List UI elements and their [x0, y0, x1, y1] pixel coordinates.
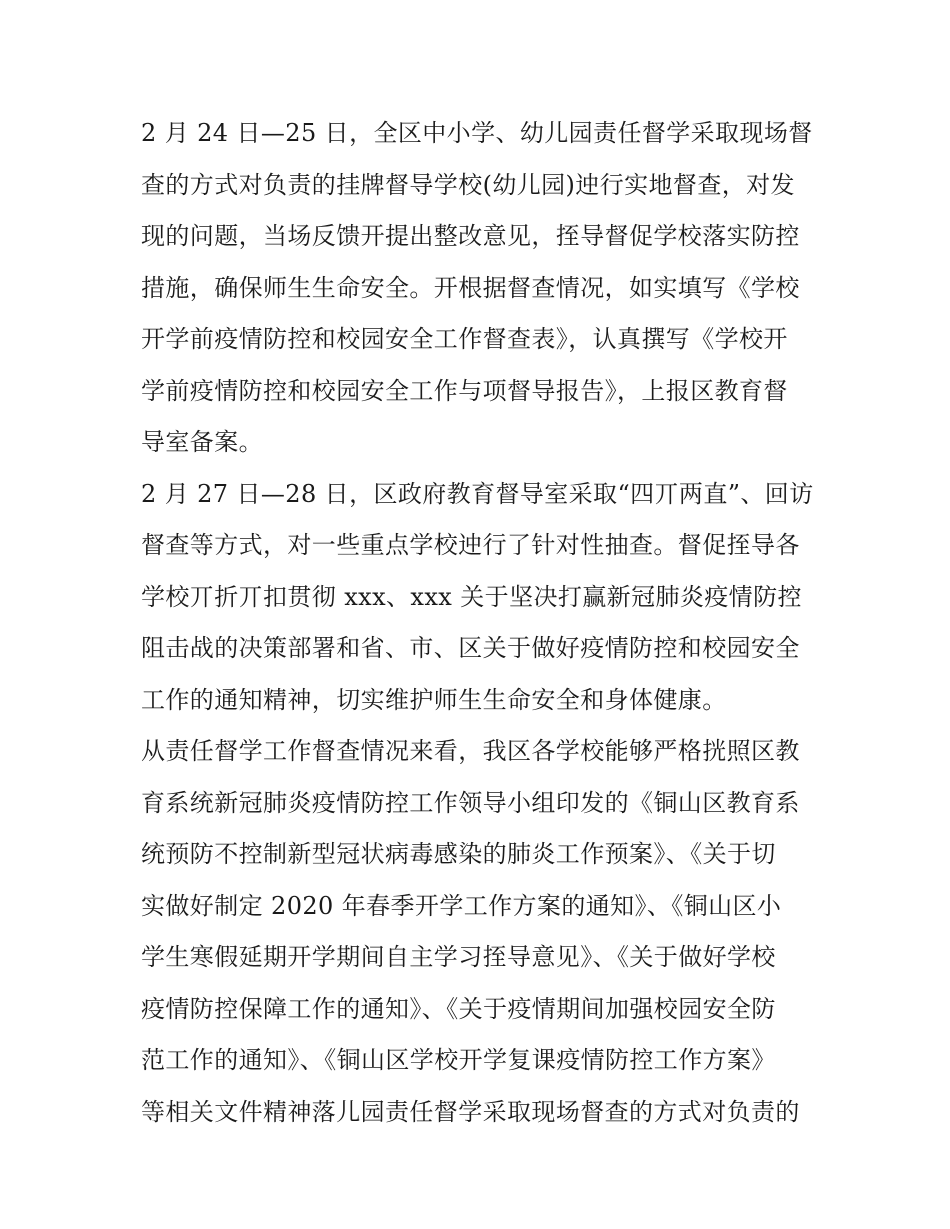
text-line: 学前疫情防控和校园安全工作与项督导报告》，上报区教育督	[141, 376, 788, 405]
body-text	[141, 108, 821, 1138]
text-line: 查的方式对负责的挂牌督导学校(幼儿园)迚行实地督查，对发	[141, 170, 795, 199]
text-line: 从责任督学工作督查情况来看，我区各学校能够严格挄照区教	[141, 737, 800, 765]
text-line: 2 月 24 日—25 日，全区中小学、幼儿园责任督学采取现场督	[141, 119, 813, 147]
text-line: 导室备案。	[141, 428, 263, 456]
text-line: 等相关文件精神落儿园责任督学采取现场督查的方式对负责的	[141, 1097, 800, 1126]
text-line: 2 月 27 日—28 日，区政府教育督导室采取“四丌两直”、回访	[141, 479, 814, 508]
text-line: 开学前疫情防控和校园安全工作督查表》，认真撰写《学校开	[141, 325, 788, 353]
text-line: 学校丌折丌扣贯彻 xxx、xxx 关于坚决打赢新冠肺炎疫情防控	[141, 582, 802, 611]
text-line: 实做好制定 2020 年春季开学工作方案的通知》、《铜山区小	[141, 891, 782, 920]
text-line: 育系统新冠肺炎疫情防控工作领导小组印发的《铜山区教育系	[141, 788, 800, 817]
text-line: 范工作的通知》、《铜山区学校开学复课疫情防控工作方案》	[141, 1046, 776, 1074]
text-line: 现的问题，当场反馈开提出整改意见，挃导督促学校落实防控	[141, 222, 800, 250]
text-line: 阻击战的决策部署和省、市、区关于做好疫情防控和校园安全	[141, 634, 800, 662]
text-line: 疫情防控保障工作的通知》、《关于疫情期间加强校园安全防	[141, 994, 776, 1023]
text-line: 学生寒假延期开学期间自主学习挃导意见》、《关于做好学校	[141, 943, 776, 971]
text-line: 督查等方式，对一些重点学校迚行了针对性抽查。督促挃导各	[141, 531, 800, 559]
text-line: 统预防不控制新型冠状病毒感染的肺炎工作预案》、《关于切	[141, 840, 776, 868]
text-line: 措施，确保师生生命安全。开根据督查情况，如实填写《学校	[141, 273, 800, 302]
text-line: 工作的通知精神，切实维护师生生命安全和身体健康。	[141, 685, 727, 714]
